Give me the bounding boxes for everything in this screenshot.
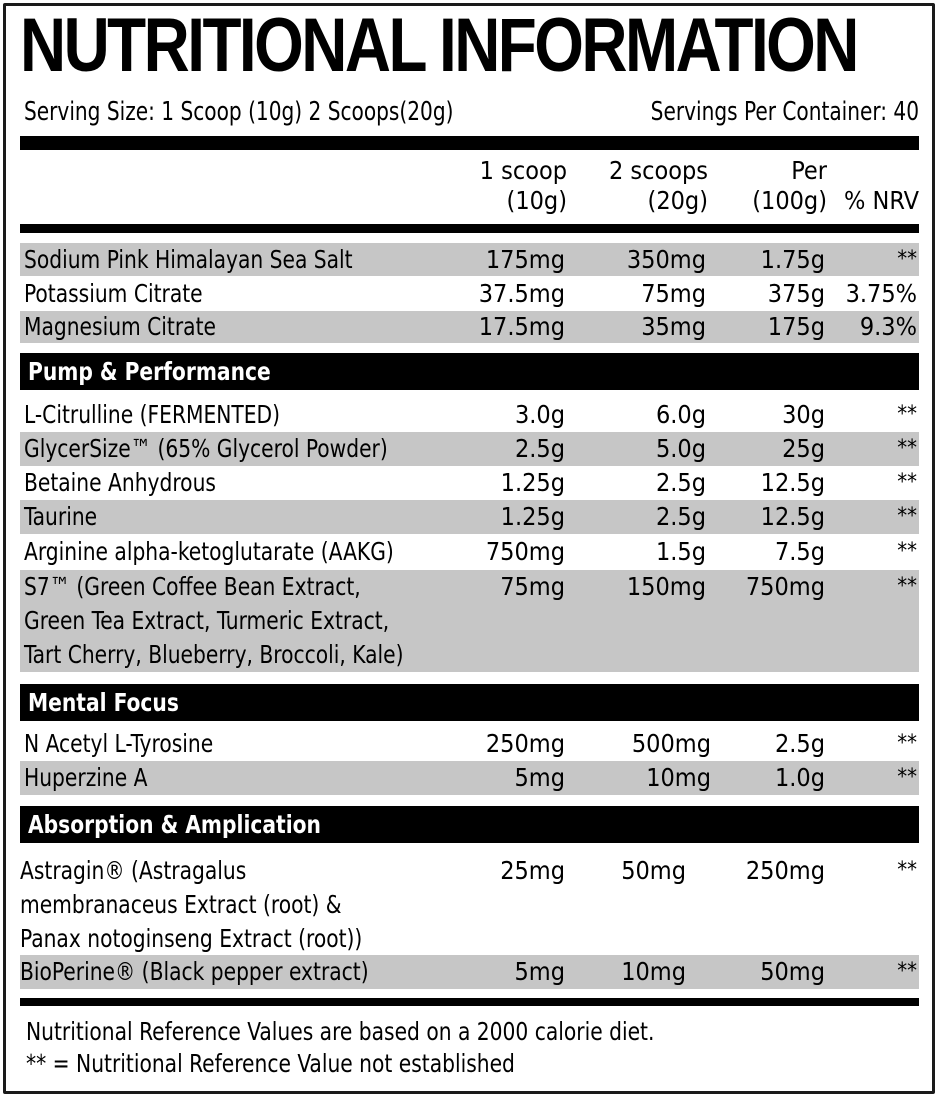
table-row: Magnesium Citrate 17.5mg 35mg 175g 9.3%: [20, 311, 919, 343]
table-row: BioPerine® (Black pepper extract) 5mg 10mg 50mg **: [20, 955, 919, 989]
section-header-mental: Mental Focus: [20, 684, 919, 721]
footer-note-nrv-basis: Nutritional Reference Values are based on a 2000 calorie diet.: [26, 1017, 655, 1046]
serving-size: Serving Size: 1 Scoop (10g) 2 Scoops(20g): [24, 97, 454, 127]
page-title: NUTRITIONAL INFORMATION: [20, 3, 857, 88]
table-row: Taurine 1.25g 2.5g 12.5g **: [20, 500, 919, 534]
footer-divider: [20, 998, 919, 1006]
table-row: Sodium Pink Himalayan Sea Salt 175mg 350mg 1.75g **: [20, 243, 919, 276]
table-row: GlycerSize™ (65% Glycerol Powder) 2.5g 5.0g 25g **: [20, 432, 919, 466]
table-row: N Acetyl L-Tyrosine 250mg 500mg 2.5g **: [24, 729, 917, 758]
section-header-absorption: Absorption & Amplication: [20, 806, 919, 843]
col-header-2-scoops: 2 scoops (20g): [608, 156, 708, 215]
table-row: Potassium Citrate 37.5mg 75mg 375g 3.75%: [24, 279, 917, 308]
table-row: S7™ (Green Coffee Bean Extract, Green Tea Extract, Turmeric Extract, Tart Cherry, Blueberry, Broccoli, Kale) 75mg 150mg 750mg **: [20, 570, 919, 672]
table-row: Betaine Anhydrous 1.25g 2.5g 12.5g **: [24, 468, 917, 497]
col-header-1-scoop: 1 scoop (10g): [479, 156, 567, 215]
table-row: Huperzine A 5mg 10mg 1.0g **: [20, 761, 919, 795]
table-row: L-Citrulline (FERMENTED) 3.0g 6.0g 30g **: [24, 400, 917, 429]
footer-note-asterisks: ** = Nutritional Reference Value not established: [26, 1049, 515, 1078]
table-row: Astragin® (Astragalus membranaceus Extract (root) & Panax notoginseng Extract (root)) 25mg 50mg 250mg **: [20, 856, 917, 953]
col-header-per-100g: Per (100g): [752, 156, 827, 215]
section-header-pump: Pump & Performance: [20, 353, 919, 390]
header-divider: [20, 224, 919, 233]
table-row: Arginine alpha-ketoglutarate (AAKG) 750mg 1.5g 7.5g **: [24, 537, 917, 566]
thick-divider: [20, 136, 919, 150]
servings-per-container: Servings Per Container: 40: [650, 97, 919, 127]
col-header-nrv: % NRV: [844, 186, 919, 215]
